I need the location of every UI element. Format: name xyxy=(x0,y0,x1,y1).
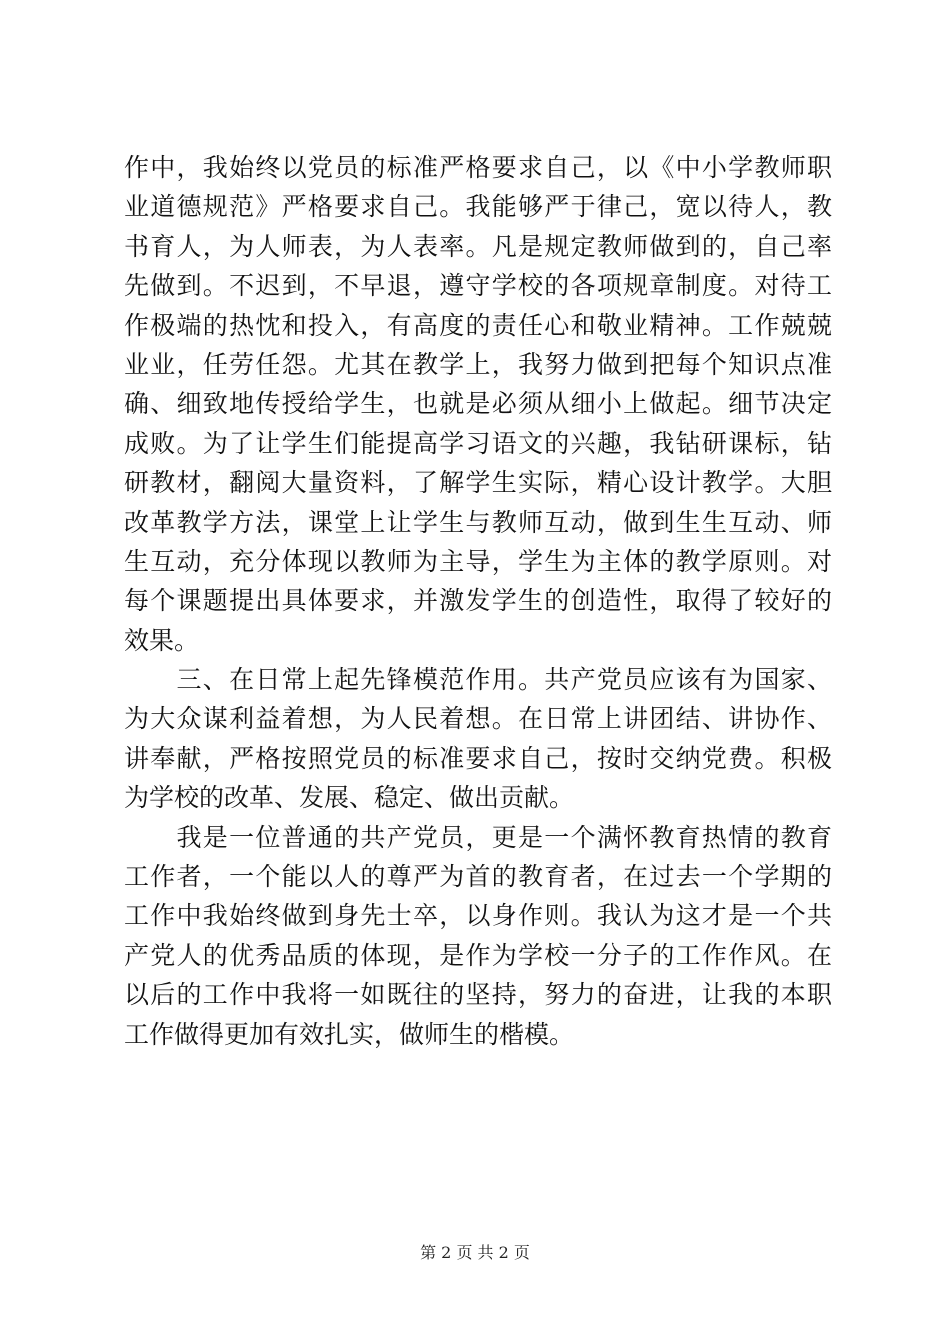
text-line: 研教材，翻阅大量资料，了解学生实际，精心设计教学。大胆 xyxy=(124,468,832,498)
text-line: 工作中我始终做到身先士卒，以身作则。我认为这才是一个共 xyxy=(124,901,832,931)
text-line: 每个课题提出具体要求，并激发学生的创造性，取得了较好的 xyxy=(124,586,832,616)
text-line: 效果。 xyxy=(124,625,200,655)
text-line: 确、细致地传授给学生，也就是必须从细小上做起。细节决定 xyxy=(124,389,832,419)
text-line: 为学校的改革、发展、稳定、做出贡献。 xyxy=(124,783,575,813)
page-footer: 第 2 页 共 2 页 xyxy=(420,1243,530,1262)
text-line: 生互动，充分体现以教师为主导，学生为主体的教学原则。对 xyxy=(124,546,832,576)
text-line: 成败。为了让学生们能提高学习语文的兴趣，我钻研课标，钻 xyxy=(124,428,832,458)
text-line: 三、在日常上起先锋模范作用。共产党员应该有为国家、 xyxy=(124,665,832,695)
text-line: 书育人，为人师表，为人表率。凡是规定教师做到的，自己率 xyxy=(124,231,832,261)
text-line: 作中，我始终以党员的标准严格要求自己，以《中小学教师职 xyxy=(124,153,832,182)
text-line: 先做到。不迟到，不早退，遵守学校的各项规章制度。对待工 xyxy=(124,271,832,301)
text-line: 工作做得更加有效扎实，做师生的楷模。 xyxy=(124,1019,575,1049)
text-line: 为大众谋利益着想，为人民着想。在日常上讲团结、讲协作、 xyxy=(124,704,832,734)
text-line: 业业，任劳任怨。尤其在教学上，我努力做到把每个知识点准 xyxy=(124,349,832,379)
text-line: 业道德规范》严格要求自己。我能够严于律己，宽以待人，教 xyxy=(124,192,832,222)
text-line: 改革教学方法，课堂上让学生与教师互动，做到生生互动、师 xyxy=(124,507,832,537)
text-line: 以后的工作中我将一如既往的坚持，努力的奋进，让我的本职 xyxy=(124,980,832,1010)
text-line: 作极端的热忱和投入，有高度的责任心和敬业精神。工作兢兢 xyxy=(124,310,832,340)
text-line: 产党人的优秀品质的体现，是作为学校一分子的工作作风。在 xyxy=(124,940,832,970)
text-line: 工作者，一个能以人的尊严为首的教育者，在过去一个学期的 xyxy=(124,862,832,892)
text-line: 我是一位普通的共产党员，更是一个满怀教育热情的教育 xyxy=(124,822,832,852)
document-body xyxy=(124,148,832,1054)
text-line: 讲奉献，严格按照党员的标准要求自己，按时交纳党费。积极 xyxy=(124,743,832,773)
